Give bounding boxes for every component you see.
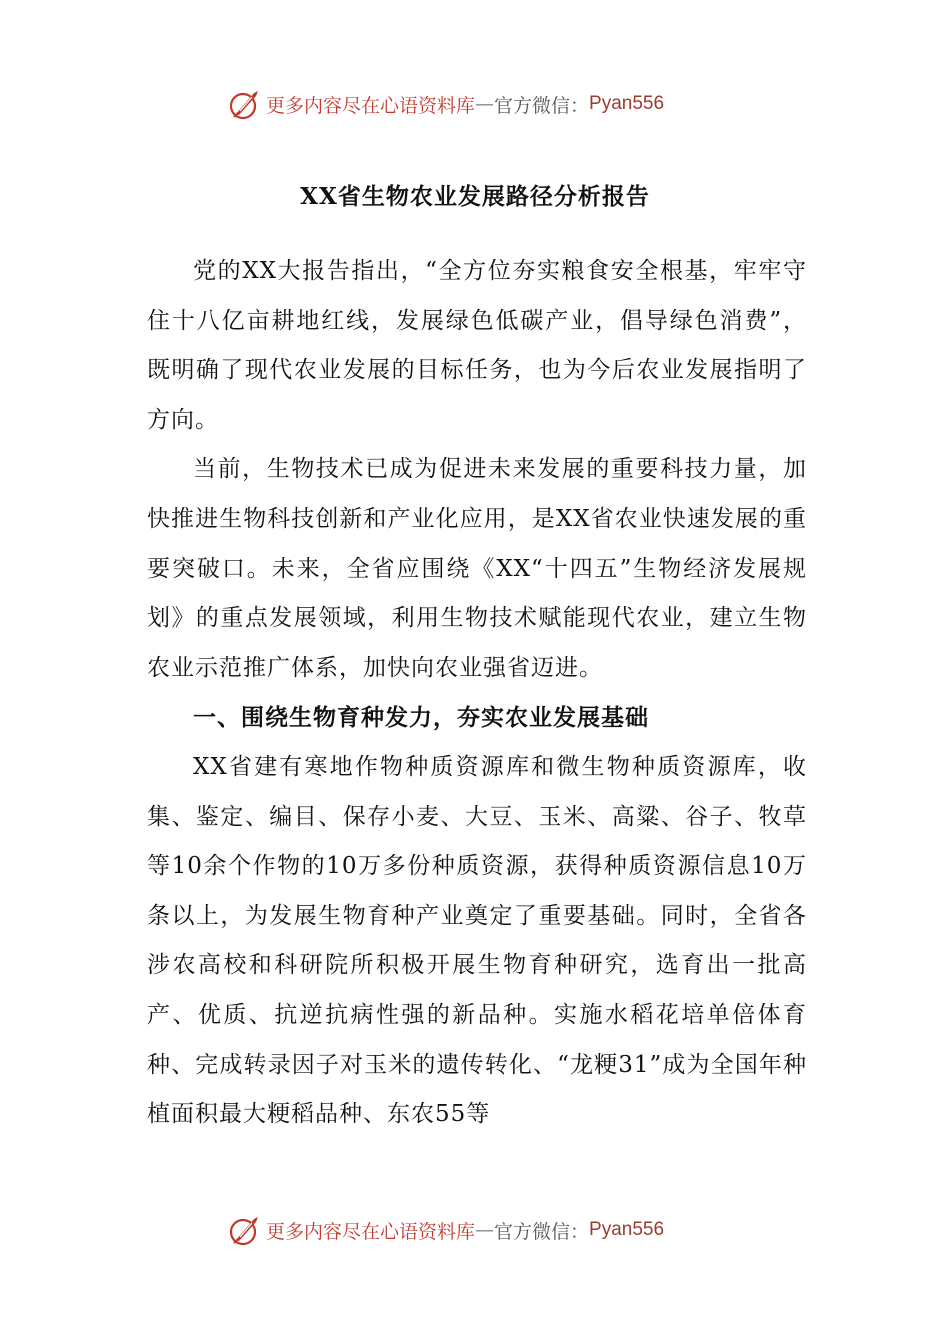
intro-paragraph: 党的XX大报告指出，“全方位夯实粮食安全根基，牢牢守住十八亿亩耕地红线，发展绿色低碳产业，倡导绿色消费”，既明确了现代农业发展的目标任务，也为今后农业发展指明了方向。 xyxy=(147,258,807,433)
watermark-wechat-label: 官方微信： xyxy=(494,94,590,117)
section-heading: 一、围绕生物育种发力，夯实农业发展基础 xyxy=(193,704,649,732)
watermark-wechat-id: Pyan556 xyxy=(589,1219,665,1240)
document-body xyxy=(147,247,807,1140)
context-paragraph: 当前，生物技术已成为促进未来发展的重要科技力量，加快推进生物科技创新和产业化应用，是XX省农业快速发展的重要突破口。未来，全省应围绕《XX“十四五”生物经济发展规划》的重点发展领域，利用生物技术赋能现代农业，建立生物农业示范推广体系，加快向农业强省迈进。 xyxy=(147,456,807,681)
watermark-separator: — xyxy=(475,93,495,115)
watermark-separator: — xyxy=(475,1219,495,1241)
document-title: XX省生物农业发展路径分析报告 xyxy=(300,183,650,210)
watermark-promo-text: 更多内容尽在心语资料库 xyxy=(266,1220,476,1243)
quill-pen-icon xyxy=(228,87,262,121)
section-paragraph: XX省建有寒地作物种质资源库和微生物种质资源库，收集、鉴定、编目、保存小麦、大豆、玉米、高粱、谷子、牧草等10余个作物的10万多份种质资源，获得种质资源信息10万条以上，为发展生物育种产业奠定了重要基础。同时，全省各涉农高校和科研院所积极开展生物育种研究，选育出一批高产、优质、抗逆抗病性强的新品种。实施水稻花培单倍体育种、完成转录因子对玉米的遗传转化、“龙粳31”成为全国年种植面积最大粳稻品种、东农55等 xyxy=(147,753,807,1128)
header-watermark xyxy=(228,86,664,122)
watermark-wechat-id: Pyan556 xyxy=(589,93,665,114)
watermark-wechat-label: 官方微信： xyxy=(494,1220,590,1243)
quill-pen-icon xyxy=(228,1213,262,1247)
footer-watermark xyxy=(228,1212,664,1248)
watermark-promo-text: 更多内容尽在心语资料库 xyxy=(266,94,476,117)
